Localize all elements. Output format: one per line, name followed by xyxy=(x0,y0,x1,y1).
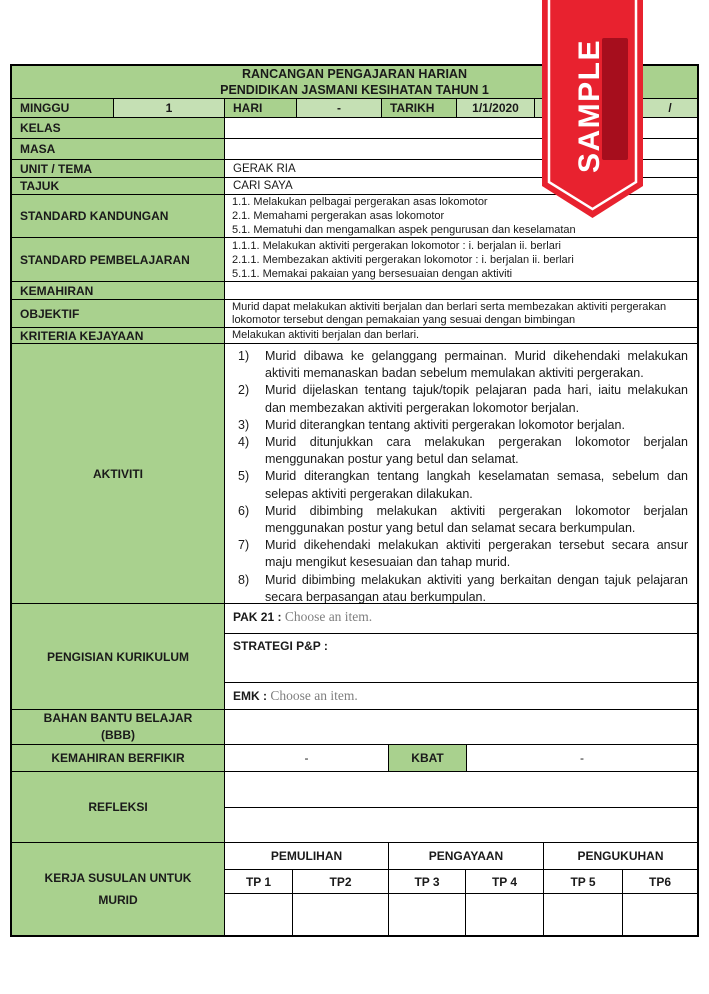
group-pengayaan: PENGAYAAN xyxy=(389,843,544,869)
emk-dropdown[interactable]: Choose an item. xyxy=(270,688,358,703)
aktiviti-item-text: Murid diterangkan tentang langkah keselamatan semasa, sebelum dan selepas aktiviti pergerakan dilakukan. xyxy=(265,469,688,501)
sample-ribbon-graphic xyxy=(542,0,643,218)
kemahiran-row xyxy=(12,282,697,300)
standard-kandungan-label: STANDARD KANDUNGAN xyxy=(12,195,225,237)
sp-item: 5.1.1. Memakai pakaian yang bersesuaian dengan aktiviti xyxy=(232,267,513,280)
tp4-cell[interactable] xyxy=(466,894,544,935)
strategi-field xyxy=(225,634,328,682)
kemahiran-berfikir-label: KEMAHIRAN BERFIKIR xyxy=(12,745,225,771)
refleksi-field-2[interactable] xyxy=(225,808,697,842)
refleksi-field-1[interactable] xyxy=(225,772,697,808)
aktiviti-item xyxy=(238,503,688,537)
aktiviti-item-num: 5) xyxy=(238,469,250,484)
followup-table xyxy=(225,843,697,935)
aktiviti-item-text: Murid dibimbing melakukan aktiviti pergerakan lokomotor berjalan menggunakan postur yang betul dan selamat secara berkumpulan. xyxy=(265,503,688,536)
kemahiran-label: KEMAHIRAN xyxy=(12,282,225,299)
aktiviti-item-text: Murid ditunjukkan cara melakukan pergerakan lokomotor berjalan menggunakan postur yang betul dan selamat. xyxy=(265,435,688,467)
sk-item: 2.1. Memahami pergerakan asas lokomotor xyxy=(232,210,445,222)
group-pemulihan: PEMULIHAN xyxy=(225,843,389,869)
bbb-value[interactable] xyxy=(225,710,697,744)
aktiviti-item xyxy=(238,417,688,434)
pak21-label: PAK 21 : xyxy=(233,610,282,624)
aktiviti-label: AKTIVITI xyxy=(12,344,225,603)
minggu-label: MINGGU xyxy=(12,99,114,117)
tp5-cell[interactable] xyxy=(544,894,623,935)
strategi-row[interactable] xyxy=(225,634,697,683)
masa-label: MASA xyxy=(12,139,225,159)
hari-value[interactable]: - xyxy=(297,99,382,117)
aktiviti-item xyxy=(238,348,688,382)
emk-field xyxy=(225,683,358,709)
tp2-header: TP2 xyxy=(293,870,389,893)
tp3-header: TP 3 xyxy=(389,870,466,893)
sp-item: 1.1.1. Melakukan aktiviti pergerakan lokomotor : i. berjalan ii. berlari xyxy=(232,239,561,252)
tp1-cell[interactable] xyxy=(225,894,293,935)
sp-item: 2.1.1. Membezakan aktiviti pergerakan lokomotor : i. berjalan ii. berlari xyxy=(232,253,574,266)
aktiviti-item-text: Murid dijelaskan tentang tajuk/topik pelajaran pada hari, iaitu melakukan dan membezakan aktiviti pergerakan lokomotor berjalan. xyxy=(265,383,688,415)
aktiviti-row xyxy=(12,344,697,604)
unit-label: UNIT / TEMA xyxy=(12,160,225,177)
refleksi-row xyxy=(12,772,697,843)
tp5-header: TP 5 xyxy=(544,870,623,893)
kerja-susulan-label-line-1: KERJA SUSULAN UNTUK xyxy=(44,871,192,885)
aktiviti-item-text: Murid dibimbing melakukan aktiviti yang berkaitan dengan tajuk pelajaran secara berpasangan atau berkumpulan. xyxy=(265,572,688,603)
aktiviti-item-num: 6) xyxy=(238,503,250,518)
aktiviti-item-num: 8) xyxy=(238,572,250,587)
bbb-label-line-2: (BBB) xyxy=(101,728,135,742)
tp6-header: TP6 xyxy=(648,874,671,889)
sk-item: 1.1. Melakukan pelbagai pergerakan asas lokomotor xyxy=(232,196,488,208)
aktiviti-list xyxy=(225,344,697,603)
aktiviti-item xyxy=(238,468,688,502)
kbat-label: KBAT xyxy=(389,745,467,771)
aktiviti-item xyxy=(238,537,688,571)
bbb-label-line-1: BAHAN BANTU BELAJAR xyxy=(43,711,193,725)
kemahiran-value[interactable] xyxy=(225,282,697,299)
followup-tp-header-row xyxy=(225,870,697,894)
aktiviti-item xyxy=(238,382,688,416)
sk-item: 5.1. Mematuhi dan mengamalkan aspek pengurusan dan keselamatan xyxy=(232,224,576,236)
aktiviti-item-text: Murid dikehendaki melakukan aktiviti pergerakan tersebut secara ansur maju mengikut kesesuaian dan tahap murid. xyxy=(265,538,688,570)
kriteria-value: Melakukan aktiviti berjalan dan berlari. xyxy=(225,328,697,343)
standard-pembelajaran-label: STANDARD PEMBELAJARAN xyxy=(12,238,225,281)
tarikh-value[interactable]: 1/1/2020 xyxy=(457,99,535,117)
aktiviti-item-num: 7) xyxy=(238,538,250,553)
pak21-dropdown[interactable]: Choose an item. xyxy=(284,609,373,624)
hari-label: HARI xyxy=(225,99,297,117)
tp1-header: TP 1 xyxy=(225,870,293,893)
kbat-value[interactable]: - xyxy=(580,751,584,765)
aktiviti-item xyxy=(238,434,688,468)
unit-value[interactable]: GERAK RIA xyxy=(225,160,697,177)
aktiviti-item xyxy=(238,572,688,603)
title-line-2: PENDIDIKAN JASMANI KESIHATAN TAHUN 1 xyxy=(220,83,489,97)
kerja-susulan-row xyxy=(12,843,697,935)
kerja-susulan-label-line-2: MURID xyxy=(98,893,138,907)
tp2-cell[interactable] xyxy=(293,894,389,935)
tp6-cell[interactable] xyxy=(623,894,697,935)
kemahiran-berfikir-row xyxy=(12,745,697,772)
tp3-cell[interactable] xyxy=(389,894,466,935)
aktiviti-item-text: Murid diterangkan tentang aktiviti pergerakan lokomotor berjalan. xyxy=(265,417,625,432)
kriteria-row xyxy=(12,328,697,344)
pengisian-label: PENGISIAN KURIKULUM xyxy=(12,604,225,709)
sample-ribbon xyxy=(542,0,643,218)
kriteria-label: KRITERIA KEJAYAAN xyxy=(12,328,225,343)
aktiviti-item-num: 1) xyxy=(238,349,250,363)
pengisian-row xyxy=(12,604,697,710)
slash-value[interactable]: / xyxy=(643,99,697,117)
kemahiran-berfikir-value[interactable]: - xyxy=(225,745,389,771)
emk-row xyxy=(225,683,697,709)
refleksi-content xyxy=(225,772,697,842)
pak21-field xyxy=(225,604,372,633)
refleksi-label: REFLEKSI xyxy=(12,772,225,842)
aktiviti-item-num: 4) xyxy=(238,435,250,450)
kelas-label: KELAS xyxy=(12,118,225,138)
tarikh-label: TARIKH xyxy=(382,99,457,117)
tajuk-label: TAJUK xyxy=(12,178,225,194)
tajuk-value[interactable]: CARI SAYA xyxy=(225,178,697,194)
followup-group-header-row xyxy=(225,843,697,870)
standard-pembelajaran-row xyxy=(12,238,697,282)
objektif-value: Murid dapat melakukan aktiviti berjalan dan berlari serta membezakan aktiviti pergerakan lokomotor tersebut dengan pemakaian yang sesuai dengan bimbingan xyxy=(225,300,697,327)
followup-entry-row xyxy=(225,894,697,935)
emk-label: EMK : xyxy=(233,689,267,703)
title-line-1: RANCANGAN PENGAJARAN HARIAN xyxy=(241,67,467,81)
aktiviti-item-text: Murid dibawa ke gelanggang permainan. Murid dikehendaki melakukan aktiviti memanaskan badan sebelum memulakan aktiviti pergerakan. xyxy=(265,349,688,381)
pengisian-content xyxy=(225,604,697,709)
sample-ribbon-text: SAMPLE xyxy=(573,38,606,173)
objektif-label: OBJEKTIF xyxy=(12,300,225,327)
aktiviti-item-num: 2) xyxy=(238,383,250,398)
standard-pembelajaran-list xyxy=(225,238,697,281)
aktiviti-item-num: 3) xyxy=(238,417,250,432)
bbb-row xyxy=(12,710,697,745)
kerja-susulan-label xyxy=(12,843,225,935)
bbb-label xyxy=(12,710,225,744)
objektif-row xyxy=(12,300,697,328)
pak21-row xyxy=(225,604,697,634)
group-pengukuhan: PENGUKUHAN xyxy=(577,849,664,863)
strategi-label: STRATEGI P&P : xyxy=(233,639,328,653)
tp4-header: TP 4 xyxy=(466,870,544,893)
minggu-value[interactable]: 1 xyxy=(114,99,225,117)
